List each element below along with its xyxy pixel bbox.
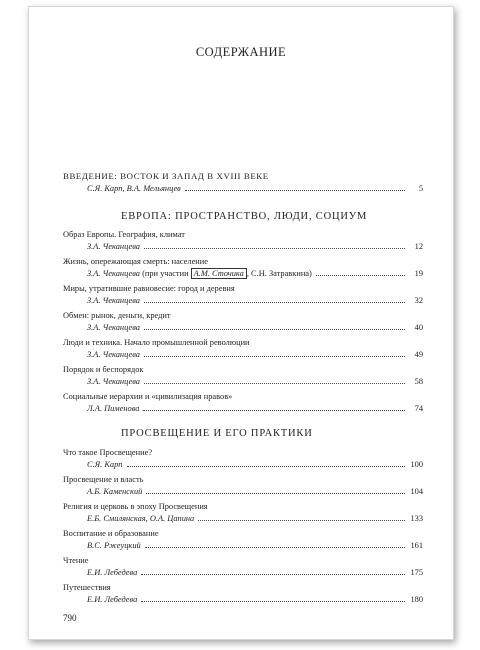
entry-page: 32 (414, 295, 423, 305)
section-title-enlightenment: ПРОСВЕЩЕНИЕ И ЕГО ПРАКТИКИ (121, 428, 313, 439)
dot-leader (144, 356, 405, 357)
dot-leader (141, 601, 405, 602)
toc-entry-intro (63, 171, 423, 194)
entry-page: 19 (414, 268, 423, 278)
author-note-tail: , С.Н. Затравкина) (246, 268, 312, 278)
entry-author: З.А. Чеканцева (87, 295, 140, 305)
dot-leader (198, 520, 405, 521)
entry-author: А.Б. Каменский (87, 486, 143, 496)
toc-entry (63, 229, 423, 252)
toc-entry (63, 582, 423, 605)
entry-page: 5 (418, 183, 423, 193)
entry-page: 180 (410, 594, 423, 604)
entry-page: 12 (414, 241, 423, 251)
entry-author: В.С. Ржеуцкий (87, 540, 141, 550)
entry-author: С.Я. Карп (87, 459, 123, 469)
entry-page: 175 (410, 567, 423, 577)
entry-page: 58 (414, 376, 423, 386)
entry-author: Е.Б. Смилянская, О.А. Цапина (87, 513, 195, 523)
entry-page: 74 (414, 403, 423, 413)
author-primary: З.А. Чеканцева (87, 268, 140, 278)
entry-title: Религия и церковь в эпоху Просвещения (63, 502, 208, 511)
entry-author: Е.И. Лебедева (87, 567, 138, 577)
entry-title: ВВЕДЕНИЕ: ВОСТОК И ЗАПАД В XVIII ВЕКЕ (63, 171, 269, 181)
dot-leader (144, 329, 405, 330)
page-number: 790 (63, 613, 77, 623)
toc-entry (63, 391, 423, 414)
highlighted-author[interactable]: А.М. Сточика (191, 268, 247, 279)
entry-author: С.Я. Карп, В.А. Мельянцев (87, 183, 181, 193)
toc-entry (63, 555, 423, 578)
entry-page: 49 (414, 349, 423, 359)
entry-page: 104 (410, 486, 423, 496)
entry-title: Что такое Просвещение? (63, 448, 153, 457)
entry-author (63, 268, 312, 280)
toc-entry (63, 528, 423, 551)
entry-title: Обмен: рынок, деньги, кредит (63, 311, 171, 320)
page-title: СОДЕРЖАНИЕ (195, 45, 287, 59)
entry-page: 133 (410, 513, 423, 523)
book-page (28, 6, 454, 640)
dot-leader (127, 466, 406, 467)
entry-author: Е.И. Лебедева (87, 594, 138, 604)
dot-leader (146, 493, 405, 494)
dot-leader (144, 383, 405, 384)
entry-title: Порядок и беспорядок (63, 365, 144, 374)
toc-entry (63, 447, 423, 470)
dot-leader (145, 547, 405, 548)
entry-author: Л.А. Пименова (87, 403, 140, 413)
entry-title: Просвещение и власть (63, 475, 144, 484)
dot-leader (141, 574, 405, 575)
entry-title: Миры, утратившие равновесие: город и деревня (63, 284, 235, 293)
entry-title: Люди и техника. Начало промышленной революции (63, 338, 250, 347)
toc-entry (63, 283, 423, 306)
toc-entry (63, 474, 423, 497)
entry-page: 40 (414, 322, 423, 332)
dot-leader (185, 190, 405, 191)
entry-title: Жизнь, опережающая смерть: население (63, 257, 208, 266)
toc-entry (63, 501, 423, 524)
toc-entry (63, 364, 423, 387)
dot-leader (144, 248, 405, 249)
entry-page: 161 (410, 540, 423, 550)
entry-author: З.А. Чеканцева (87, 322, 140, 332)
toc-entry (63, 310, 423, 333)
entry-page: 100 (410, 459, 423, 469)
entry-title: Воспитание и образование (63, 529, 159, 538)
section-title-europe: ЕВРОПА: ПРОСТРАНСТВО, ЛЮДИ, СОЦИУМ (121, 211, 368, 222)
entry-author: З.А. Чеканцева (87, 376, 140, 386)
entry-author: З.А. Чеканцева (87, 241, 140, 251)
dot-leader (143, 410, 405, 411)
entry-title: Социальные иерархии и «цивилизация нравов» (63, 392, 233, 401)
entry-title: Чтение (63, 556, 89, 565)
toc-entry (63, 256, 423, 279)
entry-title: Путешествия (63, 583, 111, 592)
author-note: (при участии (142, 268, 189, 278)
entry-author: З.А. Чеканцева (87, 349, 140, 359)
dot-leader (144, 302, 405, 303)
dot-leader (316, 275, 405, 276)
toc-entry (63, 337, 423, 360)
entry-title: Образ Европы. География, климат (63, 230, 185, 239)
